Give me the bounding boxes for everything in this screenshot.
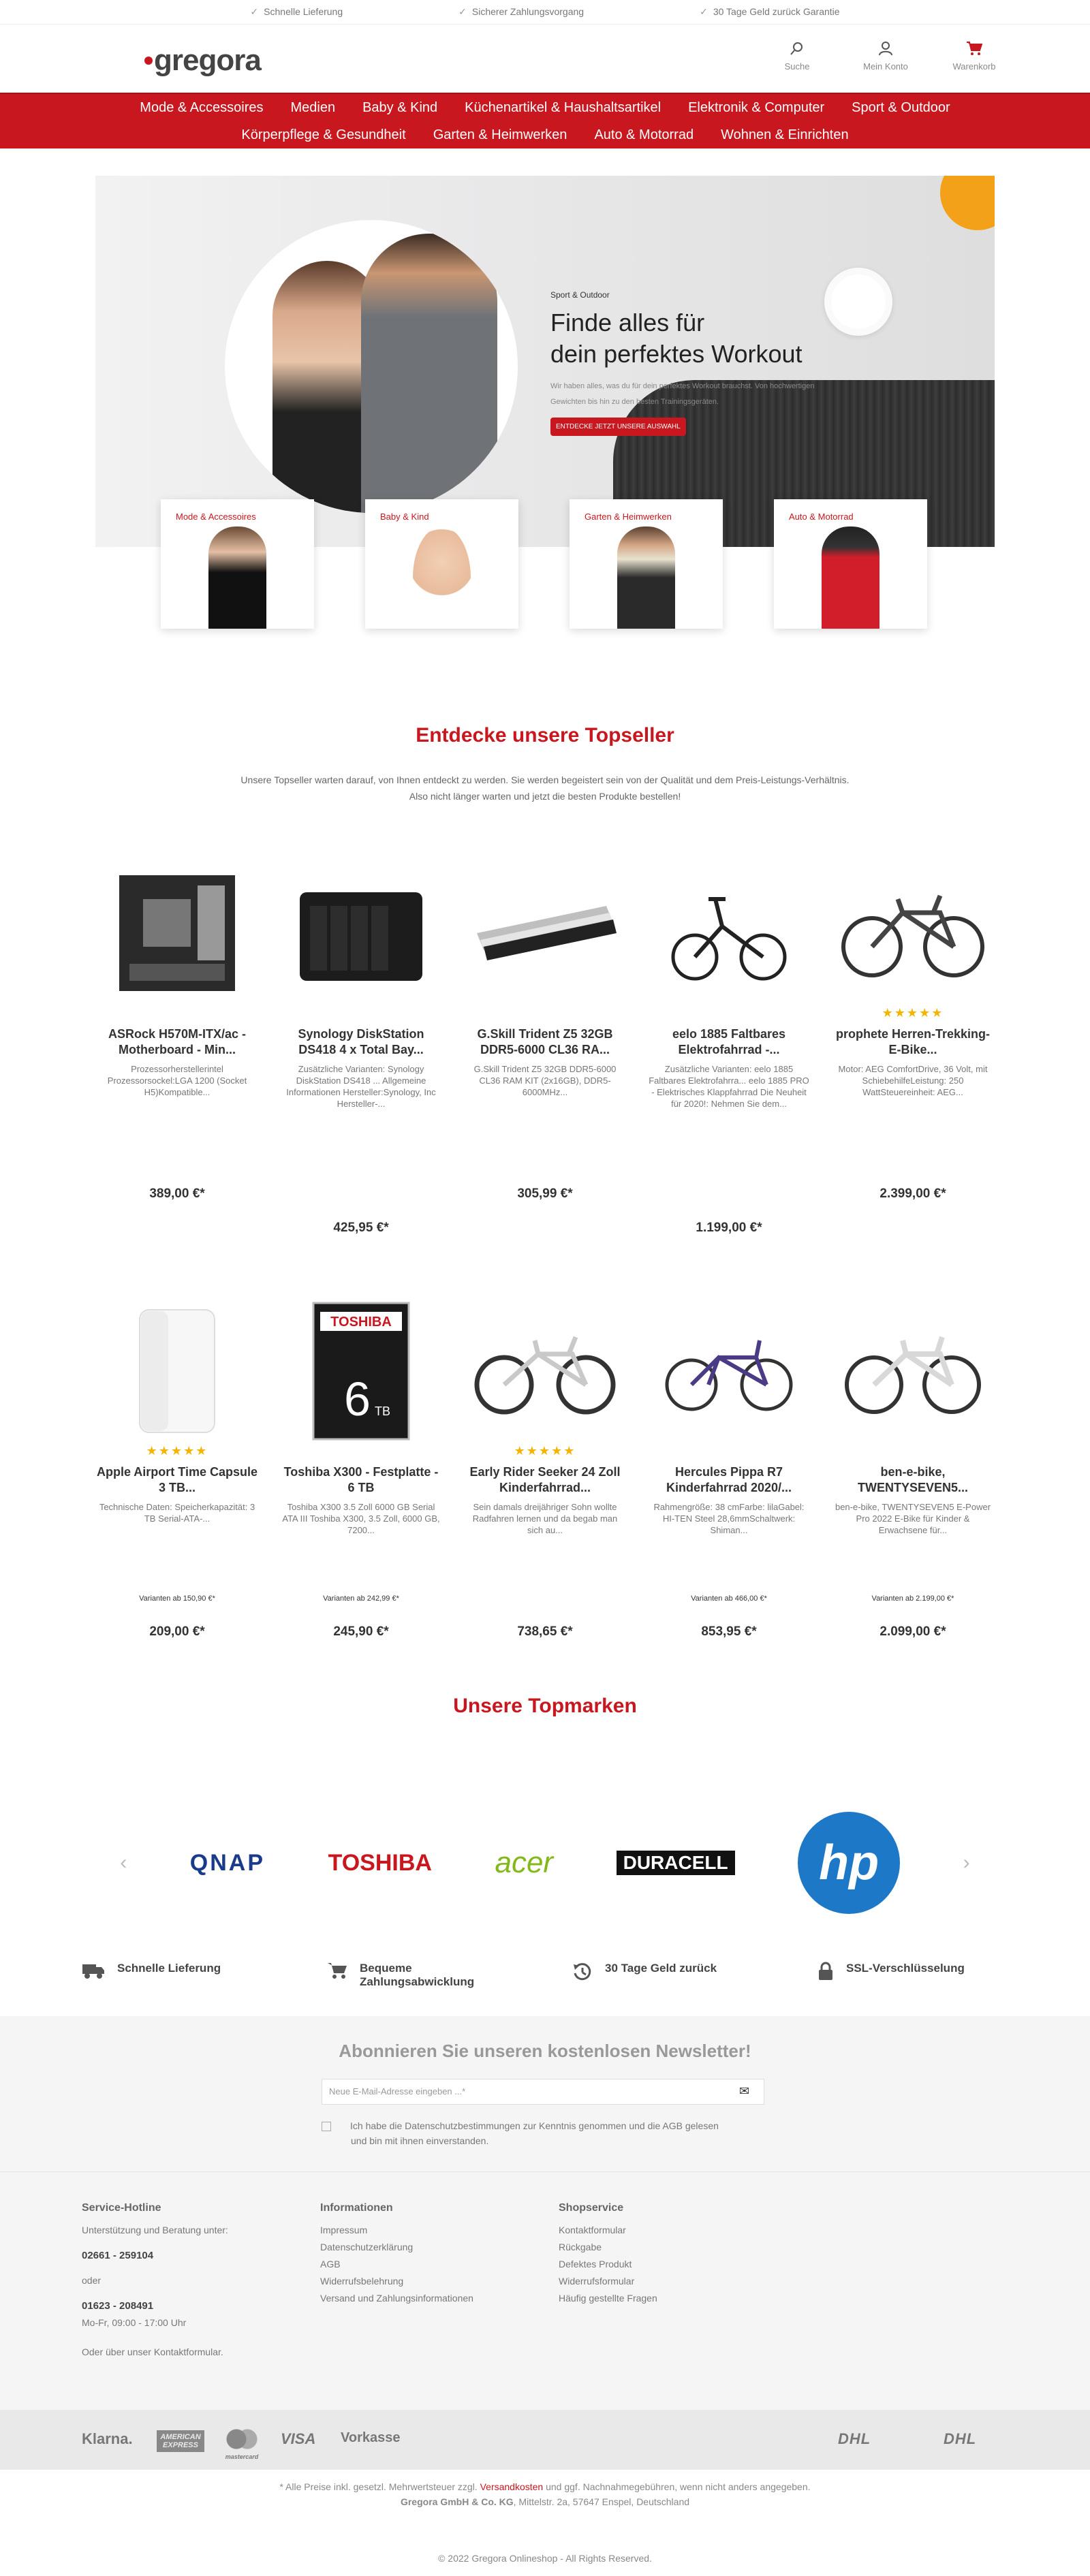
baby-image: [413, 527, 471, 629]
product-name[interactable]: Early Rider Seeker 24 Zoll Kinderfahrrad...: [469, 1465, 621, 1494]
refund-icon: [572, 1962, 593, 1987]
feature-bar: [82, 1962, 1008, 1989]
logo[interactable]: gregora: [144, 44, 261, 78]
nav-item[interactable]: Mode & Accessoires: [140, 99, 264, 115]
hero-category: Sport & Outdoor: [550, 290, 610, 300]
brand-logo[interactable]: acer: [495, 1846, 554, 1879]
hero-title: Finde alles für dein perfektes Workout: [550, 309, 803, 368]
user-icon: [858, 41, 913, 61]
product-image: [640, 860, 818, 1006]
nav-item[interactable]: Körperpflege & Gesundheit: [241, 127, 406, 142]
brand-logo[interactable]: QNAP: [189, 1849, 266, 1876]
rating-stars: ★★★★★: [146, 1444, 208, 1458]
chevron-right-icon[interactable]: ›: [963, 1851, 970, 1874]
usp-item: ✓ Sicherer Zahlungsvorgang: [458, 6, 585, 17]
hero-banner[interactable]: [95, 176, 995, 547]
newsletter-title: Abonnieren Sie unseren kostenlosen Newsletter!: [339, 2041, 751, 2061]
nav-row: [0, 121, 1090, 148]
feature-item: SSL-Verschlüsselung: [818, 1962, 1008, 1989]
legal-notice: * Alle Preise inkl. gesetzl. Mehrwertsteuer zzgl. Versandkosten und ggf. Nachnahmegebühren, wenn nicht anders angegeben. Gregora GmbH & Co. KG, Mittelstr. 2a, 57647 Enspel, Deutschland: [279, 2481, 811, 2507]
account-button[interactable]: Mein Konto: [858, 41, 913, 72]
man-image: [361, 234, 497, 513]
product-name[interactable]: Apple Airport Time Capsule 3 TB...: [96, 1465, 258, 1494]
product-description: Zusätzliche Varianten: eelo 1885 Faltbares Elektrofahrra... eelo 1885 PRO - Elektrisches Klappfahrrad Die Neuheit für 2020!: Nehmen Sie dem...: [649, 1064, 809, 1109]
shipping-costs-link[interactable]: Versandkosten: [480, 2481, 544, 2492]
product-card[interactable]: [456, 860, 634, 1295]
feature-item: 30 Tage Geld zurück: [572, 1962, 763, 1989]
cart-button[interactable]: Warenkorb: [947, 41, 1001, 72]
newsletter-section: [0, 2016, 1090, 2171]
racer-image: [822, 527, 879, 629]
usp-item: ✓ 30 Tage Geld zurück Garantie: [700, 6, 840, 17]
product-price: 389,00 €*: [149, 1187, 205, 1201]
rating-stars: [272, 1006, 450, 1022]
product-price: 305,99 €*: [517, 1187, 573, 1201]
svg-text:TOSHIBA: TOSHIBA: [330, 1314, 392, 1330]
product-image: [824, 1298, 1001, 1444]
category-card[interactable]: Auto & Motorrad: [774, 499, 927, 629]
product-price: 425,95 €*: [333, 1221, 389, 1235]
product-variants: Varianten ab 242,99 €*: [323, 1595, 399, 1603]
product-price: 2.399,00 €*: [879, 1187, 946, 1201]
footer-link[interactable]: Versand und Zahlungsinformationen: [320, 2293, 473, 2304]
product-card[interactable]: [824, 860, 1001, 1295]
feature-item: Schnelle Lieferung: [82, 1962, 272, 1989]
product-name[interactable]: prophete Herren-Trekking-E-Bike...: [835, 1027, 991, 1056]
topmarken-title: Unsere Topmarken: [453, 1695, 637, 1717]
lock-icon: [818, 1962, 834, 1985]
product-name[interactable]: ben-e-bike, TWENTYSEVEN5...: [857, 1465, 969, 1494]
footer-link[interactable]: Kontaktformular: [559, 2225, 626, 2235]
rating-stars: [456, 1006, 634, 1022]
brand-carousel: [89, 1798, 1001, 1928]
mastercard-logo: mastercard: [225, 2429, 259, 2453]
product-description: ben-e-bike, TWENTYSEVEN5 E-Power Pro 2022 E-Bike für Kinder & Erwachsene für...: [835, 1502, 991, 1535]
svg-text:TB: TB: [375, 1404, 391, 1418]
category-card[interactable]: Baby & Kind: [365, 499, 518, 629]
brand-logo[interactable]: DURACELL: [617, 1851, 735, 1875]
product-card[interactable]: [89, 1298, 266, 1733]
dhl-logo: DHL: [944, 2430, 977, 2447]
dhl-logo: DHL: [838, 2430, 871, 2447]
rating-stars: [824, 1444, 1001, 1460]
nav-item[interactable]: Sport & Outdoor: [852, 99, 950, 115]
fashion-model-image: [208, 527, 266, 629]
footer-link[interactable]: Widerrufsformular: [559, 2276, 635, 2287]
orange-decoration: [940, 176, 995, 230]
product-description: Toshiba X300 3.5 Zoll 6000 GB Serial ATA III Toshiba X300, 3.5 Zoll, 6000 GB, 7200...: [282, 1502, 440, 1535]
product-price: 245,90 €*: [333, 1624, 389, 1639]
footer-info: Informationen Impressum Datenschutzerklärung AGB Widerrufsbelehrung Versand und Zahlungsinformationen: [320, 2199, 473, 2307]
product-name[interactable]: Hercules Pippa R7 Kinderfahrrad 2020/...: [666, 1465, 792, 1494]
footer-link[interactable]: AGB: [320, 2259, 341, 2269]
product-description: Technische Daten: Speicherkapazität: 3 TB Serial-ATA-...: [99, 1502, 255, 1524]
topseller-subtitle: Unsere Topseller warten darauf, von Ihnen entdeckt zu werden. Sie werden begeistert sein von der Qualität und dem Preis-Leistungs-Verhältnis. Also nicht länger warten und jetzt die besten Produkte bestellen!: [240, 774, 850, 802]
footer-hotline: Service-Hotline Unterstützung und Beratung unter: 02661 - 259104 oder 01623 - 208491 Mo-Fr, 09:00 - 17:00 Uhr Oder über unser Kontaktformular.: [82, 2202, 228, 2357]
product-image: [824, 860, 1001, 1006]
truck-icon: [82, 1962, 105, 1984]
product-description: Zusätzliche Varianten: Synology DiskStation DS418 ... Allgemeine Informationen Hersteller:Synology, Inc Hersteller-...: [286, 1064, 436, 1109]
footer-link[interactable]: Häufig gestellte Fragen: [559, 2293, 657, 2304]
product-variants: Varianten ab 2.199,00 €*: [871, 1595, 954, 1603]
search-button[interactable]: Suche: [770, 41, 824, 72]
product-price: 2.099,00 €*: [879, 1624, 946, 1639]
product-name[interactable]: Synology DiskStation DS418 4 x Total Bay...: [298, 1027, 424, 1056]
newsletter-email-input[interactable]: Neue E-Mail-Adresse eingeben ...*: [322, 2079, 764, 2105]
product-image: [640, 1298, 818, 1444]
nav-row: [0, 94, 1090, 121]
newsletter-consent: Ich habe die Datenschutzbestimmungen zur Kenntnis genommen und die AGB gelesen und bin mit ihnen einverstanden.: [322, 2118, 771, 2148]
footer-link[interactable]: Rückgabe: [559, 2242, 602, 2252]
product-card[interactable]: [824, 1298, 1001, 1733]
hero-cta-button[interactable]: ENTDECKE JETZT UNSERE AUSWAHL: [550, 418, 686, 436]
product-grid-row: [89, 1298, 1001, 1733]
product-image: [272, 1298, 450, 1444]
footer-shop: Shopservice Kontaktformular Rückgabe Defektes Produkt Widerrufsformular Häufig gestellte Fragen: [559, 2199, 657, 2307]
check-icon: ✓: [700, 6, 708, 17]
topseller-title: Entdecke unsere Topseller: [416, 724, 674, 747]
product-description: Motor: AEG ComfortDrive, 36 Volt, mit SchiebehilfeLeistung: 250 WattSteuereinheit: AEG...: [838, 1064, 988, 1097]
product-image: [272, 860, 450, 1006]
product-image: [456, 1298, 634, 1444]
product-variants: Varianten ab 466,00 €*: [691, 1595, 767, 1603]
product-grid-row: [89, 860, 1001, 1295]
product-card[interactable]: [272, 1298, 450, 1733]
product-price: 738,65 €*: [517, 1624, 573, 1639]
klarna-logo: Klarna.: [82, 2430, 133, 2447]
category-card[interactable]: Mode & Accessoires: [161, 499, 314, 629]
rating-stars: ★★★★★: [882, 1006, 944, 1020]
footer-link[interactable]: Datenschutzerklärung: [320, 2242, 414, 2252]
product-name[interactable]: Toshiba X300 - Festplatte - 6 TB: [283, 1465, 439, 1494]
nav-item[interactable]: Medien: [290, 99, 336, 115]
nav-item[interactable]: Wohnen & Einrichten: [721, 127, 849, 142]
product-image: [89, 1298, 266, 1444]
hero-image-circle: [225, 220, 518, 513]
product-card[interactable]: [89, 860, 266, 1295]
product-price: 1.199,00 €*: [696, 1221, 762, 1235]
check-icon: ✓: [250, 6, 259, 17]
category-card[interactable]: Garten & Heimwerken: [570, 499, 723, 629]
usp-bar: [0, 0, 1090, 25]
product-description: Prozessorherstellerintel Prozessorsockel:LGA 1200 (Socket H5)Kompatible...: [107, 1064, 247, 1097]
brand-logo[interactable]: hp: [798, 1812, 900, 1914]
rating-stars: [89, 1006, 266, 1022]
product-description: Sein damals dreijähriger Sohn wollte Radfahren lernen und da begab man sich au...: [472, 1502, 618, 1535]
nav-item[interactable]: Garten & Heimwerken: [433, 127, 567, 142]
product-name[interactable]: eelo 1885 Faltbares Elektrofahrrad -...: [672, 1027, 786, 1056]
chevron-left-icon[interactable]: ‹: [120, 1851, 127, 1874]
product-name[interactable]: G.Skill Trident Z5 32GB DDR5-6000 CL36 RA...: [477, 1027, 613, 1056]
copyright: © 2022 Gregora Onlineshop - All Rights Reserved.: [438, 2553, 652, 2564]
nav-item[interactable]: Küchenartikel & Haushaltsartikel: [465, 99, 661, 115]
product-card[interactable]: [456, 1298, 634, 1733]
gardener-image: [617, 527, 675, 629]
svg-text:6: 6: [344, 1372, 371, 1426]
main-navigation: [0, 93, 1090, 148]
product-card[interactable]: [640, 1298, 818, 1733]
product-card[interactable]: [640, 860, 818, 1295]
search-icon: [770, 41, 824, 61]
logo-dot-icon: [144, 57, 153, 65]
site-header: [0, 25, 1090, 93]
cart-icon: [947, 41, 1001, 61]
product-description: Rahmengröße: 38 cmFarbe: lilaGabel: HI-TEN Steel 28,6mmSchaltwerk: Shiman...: [653, 1502, 805, 1535]
hero-subtitle: Wir haben alles, was du für dein perfektes Workout brauchst. Von hochwertigen Gewichten bis hin zu den besten Trainingsgeräten.: [550, 382, 815, 406]
feature-item: Bequeme Zahlungsabwicklung: [327, 1962, 518, 1989]
visa-logo: VISA: [281, 2430, 316, 2447]
envelope-icon[interactable]: ✉: [739, 2084, 750, 2098]
product-name[interactable]: ASRock H570M-ITX/ac - Motherboard - Min...: [108, 1027, 247, 1056]
brand-logo[interactable]: TOSHIBA: [328, 1849, 432, 1876]
product-card[interactable]: [272, 860, 450, 1295]
amex-logo: AMERICAN EXPRESS: [157, 2430, 204, 2452]
rating-stars: [272, 1444, 450, 1460]
clock-image: [824, 268, 892, 336]
product-price: 853,95 €*: [701, 1624, 757, 1639]
category-cards: [161, 499, 927, 629]
product-description: G.Skill Trident Z5 32GB DDR5-6000 CL36 RAM KIT (2x16GB), DDR5-6000MHz...: [473, 1064, 617, 1097]
footer-link[interactable]: Widerrufsbelehrung: [320, 2276, 404, 2287]
rating-stars: ★★★★★: [514, 1444, 576, 1458]
nav-item[interactable]: Baby & Kind: [362, 99, 438, 115]
check-icon: ✓: [458, 6, 467, 17]
site-footer: [0, 2171, 1090, 2410]
nav-item[interactable]: Elektronik & Computer: [688, 99, 825, 115]
product-image: [89, 860, 266, 1006]
consent-checkbox[interactable]: [322, 2122, 331, 2131]
footer-link[interactable]: Defektes Produkt: [559, 2259, 632, 2269]
cart-icon: [327, 1962, 347, 1984]
product-price: 209,00 €*: [149, 1624, 205, 1639]
usp-item: ✓ Schnelle Lieferung: [250, 6, 343, 17]
payment-methods: [0, 2410, 1090, 2470]
vorkasse-logo: Vorkasse: [341, 2430, 401, 2445]
product-image: [456, 860, 634, 1006]
product-variants: Varianten ab 150,90 €*: [139, 1595, 215, 1603]
nav-item[interactable]: Auto & Motorrad: [594, 127, 694, 142]
footer-link[interactable]: Impressum: [320, 2225, 368, 2235]
rating-stars: [640, 1006, 818, 1022]
rating-stars: [640, 1444, 818, 1460]
header-actions: [770, 41, 1001, 72]
